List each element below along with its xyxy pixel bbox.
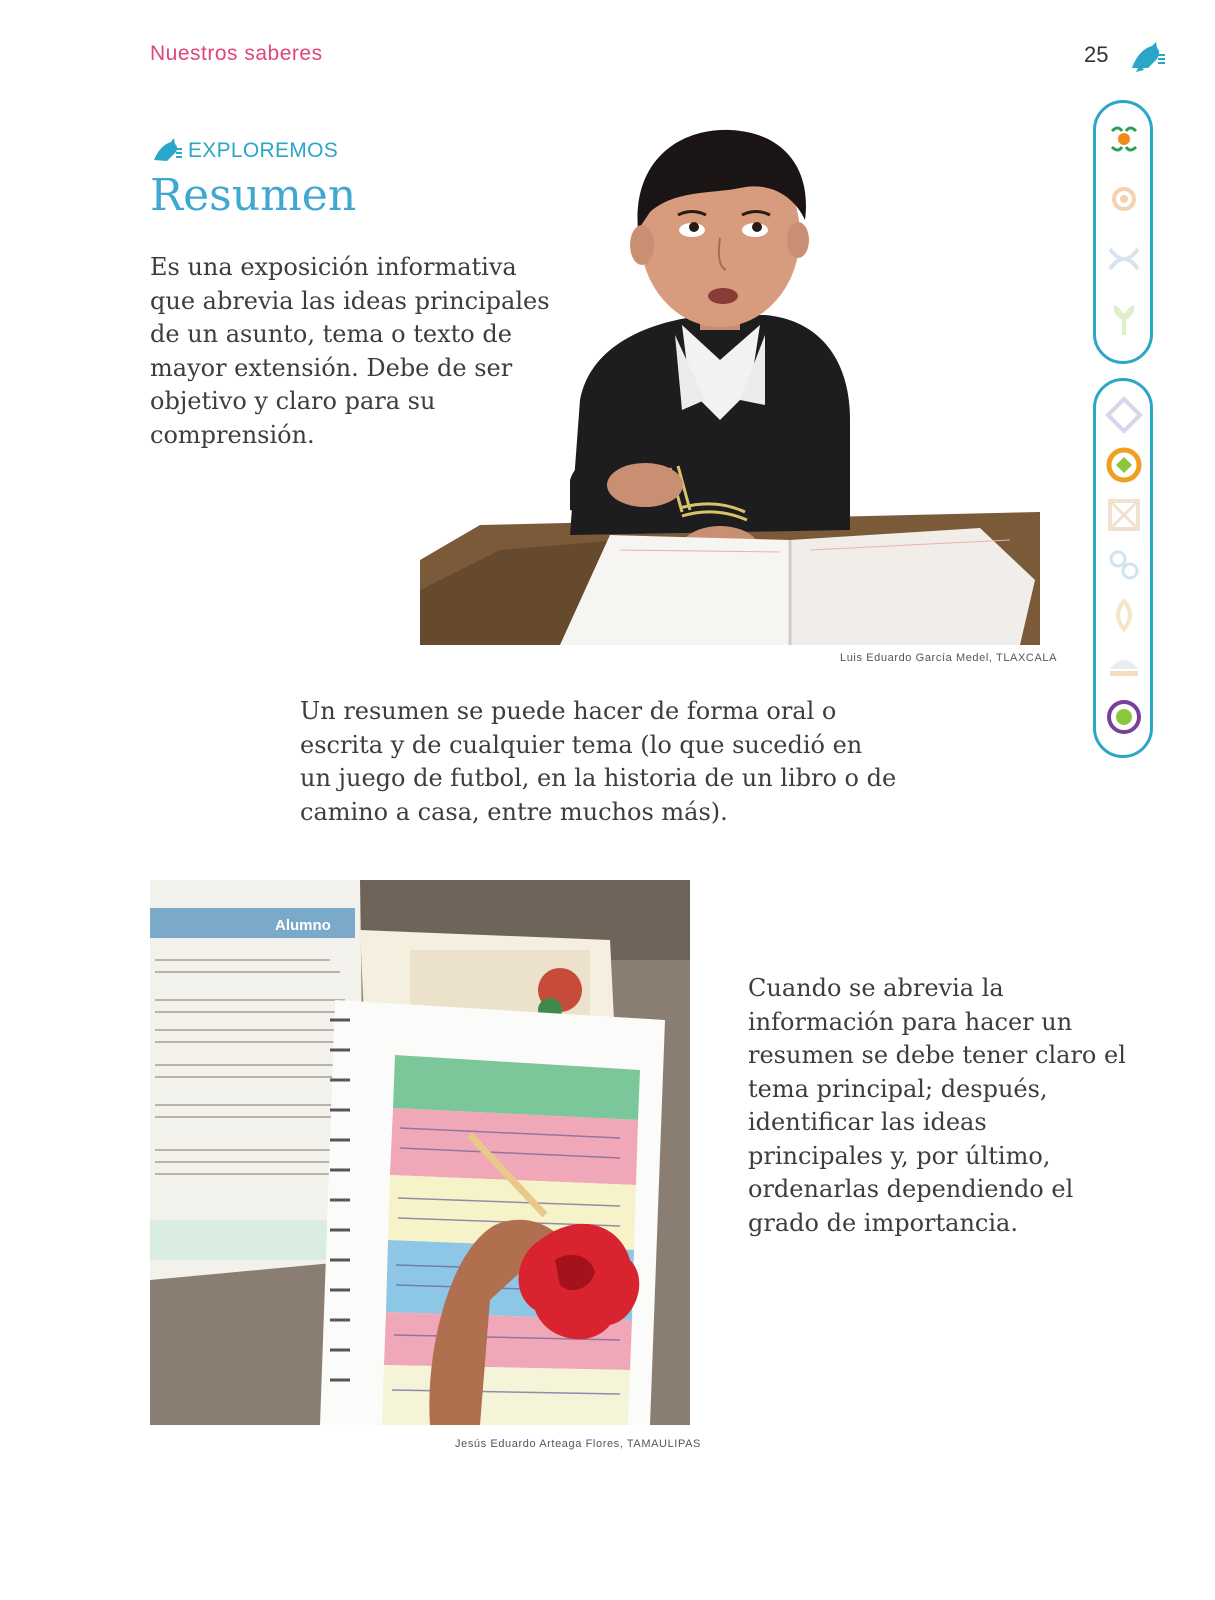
photo-credit-2: Jesús Eduardo Arteaga Flores, TAMAULIPAS xyxy=(455,1438,701,1450)
how-to-summarize-paragraph: Cuando se abrevia la información para hacer un resumen se debe tener claro el tema principal; después, identificar las ideas principales y, por último, ordenarlas dependiendo el grado de importancia. xyxy=(748,974,1126,1237)
fields-nav xyxy=(1093,100,1153,364)
field-icon-1[interactable] xyxy=(1104,119,1144,159)
axis-icon-6[interactable] xyxy=(1104,645,1144,685)
axis-icon-4[interactable] xyxy=(1104,545,1144,585)
page-number: 25 xyxy=(1084,42,1109,67)
definition-paragraph: Es una exposición informativa que abrevia las ideas principales de un asunto, tema o texto de mayor extensión. Debe de ser objetivo y claro para su comprensión. xyxy=(150,253,550,449)
axis-icon-5[interactable] xyxy=(1104,595,1144,635)
axes-nav xyxy=(1093,378,1153,758)
section-label-text: EXPLOREMOS xyxy=(188,139,339,162)
running-head: Nuestros saberes xyxy=(150,42,323,65)
textbook-label: Alumno xyxy=(275,917,331,934)
photo-credit-1: Luis Eduardo García Medel, TLAXCALA xyxy=(840,652,1058,664)
field-icon-2[interactable] xyxy=(1104,179,1144,219)
axis-icon-1[interactable] xyxy=(1104,395,1144,435)
section-label xyxy=(150,136,338,166)
axis-icon-2[interactable] xyxy=(1104,445,1144,485)
summary-types-paragraph: Un resumen se puede hacer de forma oral o escrita y de cualquier tema (lo que sucedió en un juego de futbol, en la historia de un libro o de camino a casa, entre muchos más). xyxy=(300,697,897,826)
explore-icon xyxy=(150,136,182,166)
photo-notebook-writing xyxy=(150,880,690,1425)
bird-hand-icon xyxy=(1126,38,1166,78)
field-icon-4[interactable] xyxy=(1104,299,1144,339)
field-icon-3[interactable] xyxy=(1104,239,1144,279)
axis-icon-3[interactable] xyxy=(1104,495,1144,535)
photo-boy-reading xyxy=(420,120,1040,645)
axis-icon-7[interactable] xyxy=(1104,697,1144,737)
page-title: Resumen xyxy=(150,170,357,221)
